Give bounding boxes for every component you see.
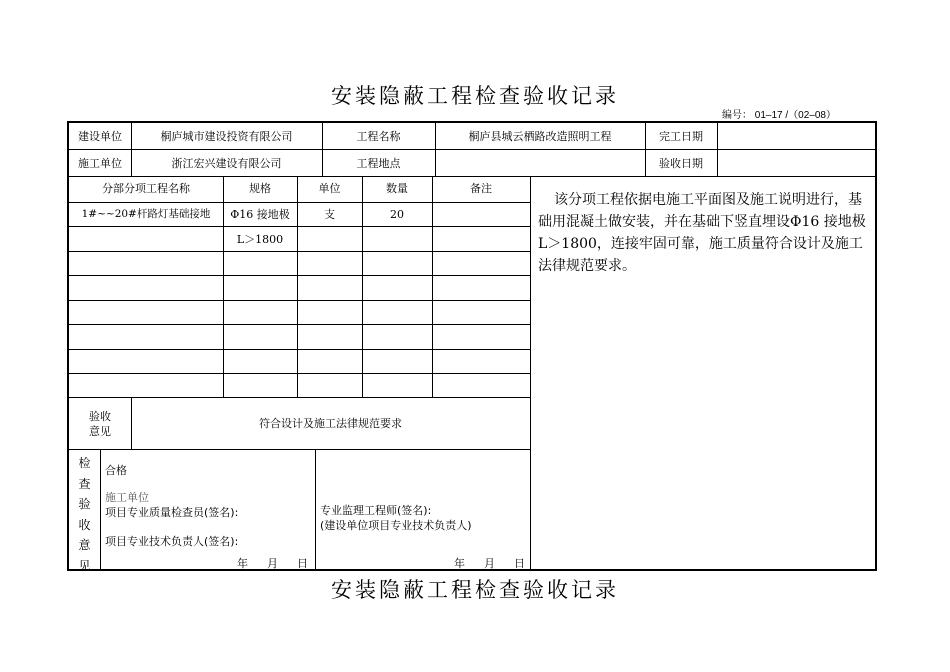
- supervisor-signature: 专业监理工程师(签名):: [320, 504, 432, 517]
- acceptance-date-label: 验收日期: [659, 157, 703, 170]
- table-cell-spec: L＞1800: [236, 233, 284, 246]
- contractor-label: 施工单位: [78, 157, 122, 170]
- vertical-char: 检: [78, 456, 91, 470]
- col-header-quantity: 数量: [386, 182, 408, 195]
- col-header-remark: 备注: [470, 182, 492, 195]
- project-name-label: 工程名称: [356, 130, 401, 143]
- table-cell-spec: Φ16 接地极: [230, 208, 290, 221]
- acceptance-label-line1: 验收: [89, 410, 111, 423]
- project-location-label: 工程地点: [356, 157, 401, 170]
- date-day: 日: [514, 557, 525, 570]
- date-month: 月: [484, 557, 495, 570]
- inspection-vertical-label: [69, 449, 100, 573]
- tech-lead-signature: 项目专业技术负责人(签名):: [105, 535, 239, 548]
- col-header-item-name: 分部分项工程名称: [102, 182, 190, 195]
- vertical-char: 验: [78, 497, 91, 511]
- inspection-result: 合格: [105, 464, 127, 477]
- col-header-spec: 规格: [249, 182, 271, 195]
- completion-date-label: 完工日期: [659, 130, 703, 143]
- date-month: 月: [267, 557, 278, 570]
- work-description: 该分项工程依据电施工平面图及施工说明进行，基础用混凝土做安装，并在基础下竖直埋设Φ16 接地极 L＞1800，连接牢固可靠，施工质量符合设计及施工法律规范要求。: [538, 192, 866, 274]
- contractor-unit-label: 施工单位: [105, 491, 149, 504]
- quality-inspector-signature: 项目专业质量检查员(签名):: [105, 506, 239, 519]
- record-form: [67, 121, 877, 571]
- vertical-char: 意: [78, 538, 91, 552]
- acceptance-opinion: 符合设计及施工法律规范要求: [259, 417, 402, 430]
- col-header-unit: 单位: [318, 182, 341, 195]
- date-year: 年: [237, 557, 248, 570]
- acceptance-label-line2: 意见: [89, 425, 111, 438]
- page-title: 安装隐蔽工程检查验收记录: [331, 84, 619, 108]
- vertical-char: 收: [78, 517, 91, 532]
- table-cell-quantity: 20: [390, 208, 404, 221]
- construction-unit-label: 建设单位: [78, 130, 122, 143]
- contractor-value: 浙江宏兴建设有限公司: [171, 157, 282, 170]
- vertical-char: 见: [78, 558, 91, 573]
- page-title-repeat: 安装隐蔽工程检查验收记录: [331, 578, 619, 602]
- construction-unit-value: 桐庐城市建设投资有限公司: [160, 130, 293, 143]
- date-day: 日: [297, 557, 308, 570]
- document-number: 编号： 01–17 /（02–08）: [722, 110, 836, 121]
- project-name-value: 桐庐县城云栖路改造照明工程: [468, 130, 612, 143]
- vertical-char: 查: [78, 476, 91, 491]
- date-year: 年: [454, 557, 465, 570]
- table-cell-unit: 支: [324, 208, 335, 221]
- table-cell-item-name: 1#~~20#杆路灯基础接地: [81, 208, 211, 220]
- owner-representative: (建设单位项目专业技术负责人): [320, 519, 472, 532]
